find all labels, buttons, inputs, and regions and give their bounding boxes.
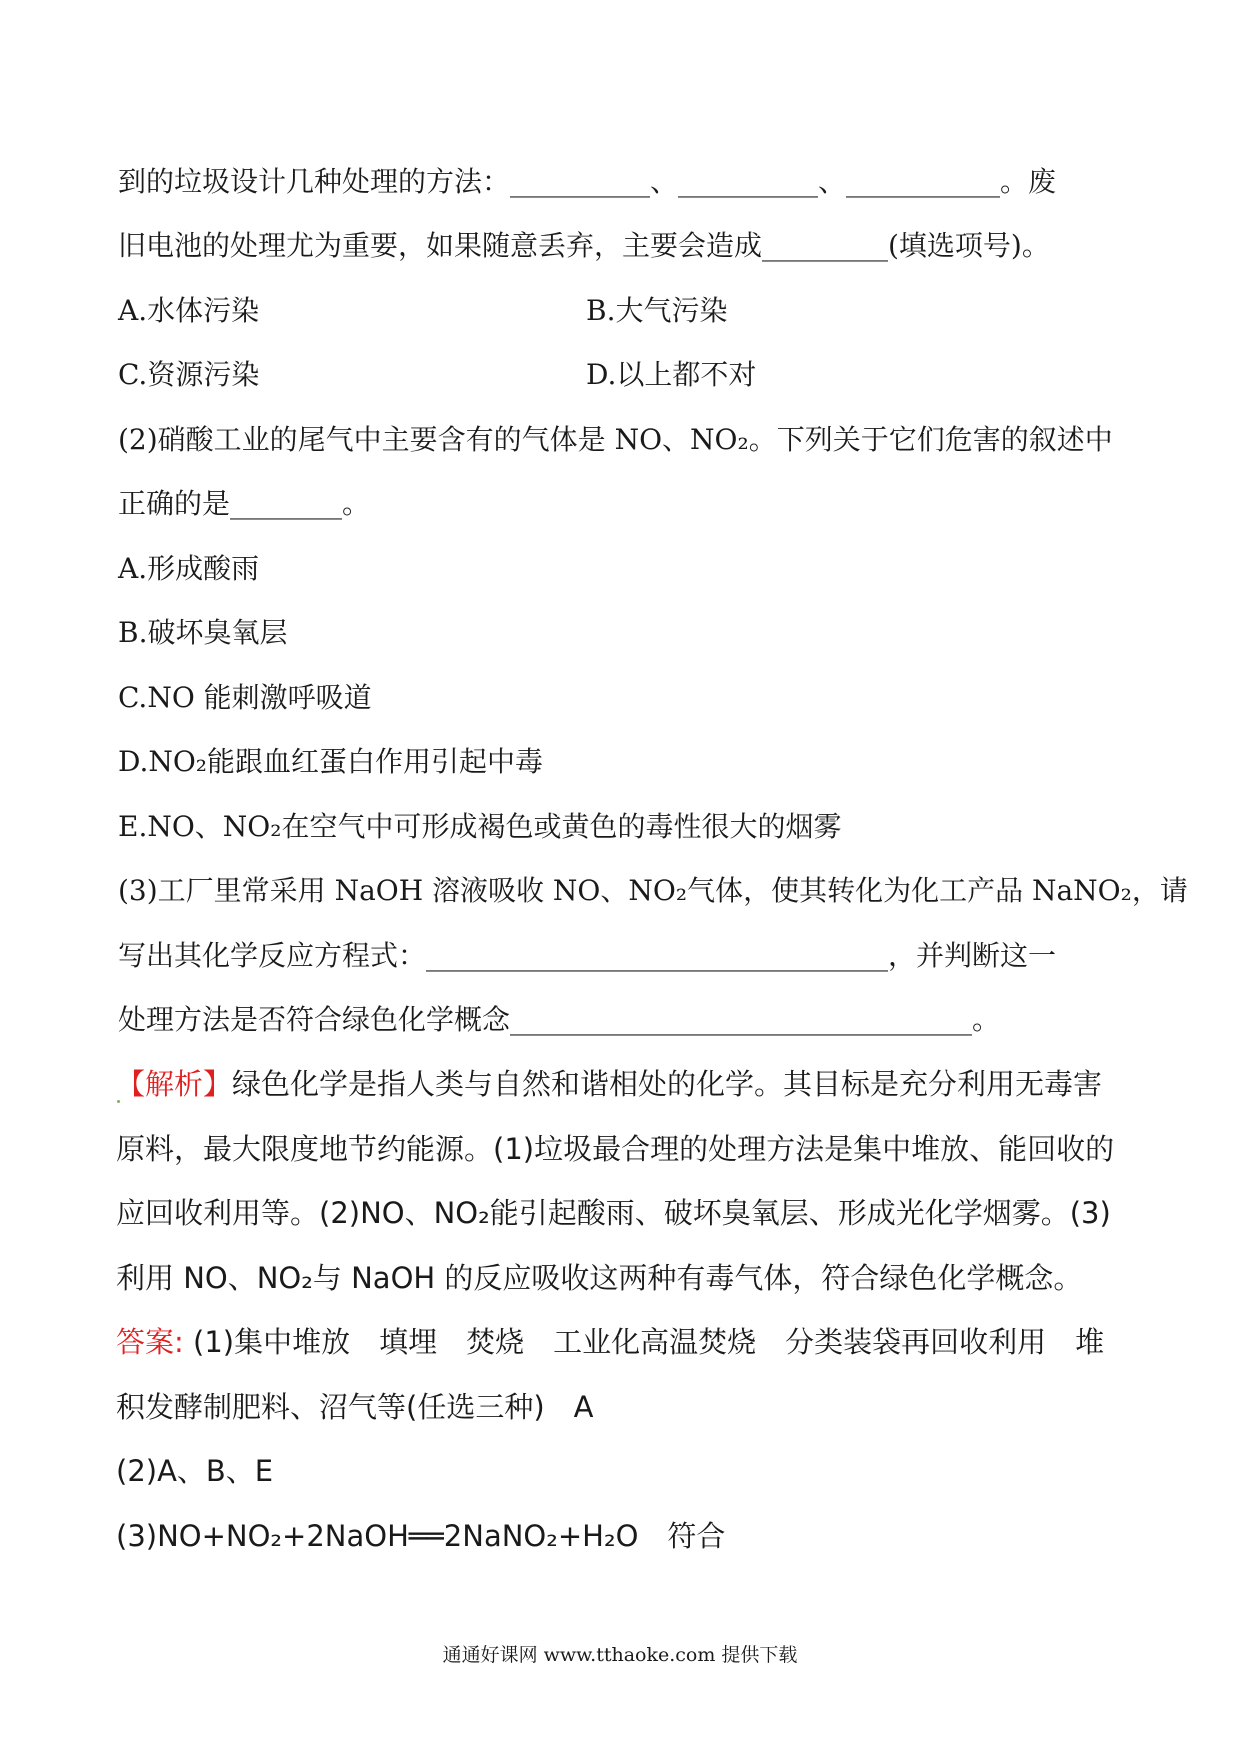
question-line: 写出其化学反应方程式：_________________________________，并判断这一 — [118, 939, 1057, 972]
analysis-line: 原料，最大限度地节约能源。(1)垃圾最合理的处理方法是集中堆放、能回收的 — [116, 1132, 1115, 1166]
option-d: D.NO₂能跟血红蛋白作用引起中毒 — [118, 745, 544, 778]
option-b: B.破坏臭氧层 — [118, 616, 288, 649]
question-line: (3)工厂里常采用 NaOH 溶液吸收 NO、NO₂气体，使其转化为化工产品 NaNO₂，请 — [118, 874, 1188, 907]
option-a: A.形成酸雨 — [118, 552, 260, 585]
analysis-line: 应回收利用等。(2)NO、NO₂能引起酸雨、破坏臭氧层、形成光化学烟雾。(3) — [116, 1196, 1111, 1230]
option-row — [118, 358, 757, 391]
analysis-line: 利用 NO、NO₂与 NaOH 的反应吸收这两种有毒气体，符合绿色化学概念。 — [116, 1261, 1083, 1295]
option-d: D.以上都不对 — [586, 358, 757, 391]
question-line: (2)硝酸工业的尾气中主要含有的气体是 NO、NO₂。下列关于它们危害的叙述中 — [118, 423, 1113, 456]
option-a: A.水体污染 — [118, 294, 260, 327]
analysis-label: 【解析】 — [116, 1067, 233, 1101]
answer-line — [116, 1325, 1105, 1359]
question-line: 旧电池的处理尤为重要，如果随意丢弃，主要会造成_________(填选项号)。 — [118, 229, 1050, 262]
analysis-text: 绿色化学是指人类与自然和谐相处的化学。其目标是充分利用无毒害 — [232, 1067, 1103, 1101]
question-line: 正确的是________。 — [118, 487, 371, 520]
question-line: 到的垃圾设计几种处理的方法：__________、__________、___________。废 — [118, 165, 1057, 198]
answer-line: 积发酵制肥料、沼气等(任选三种) A — [116, 1390, 594, 1424]
option-e: E.NO、NO₂在空气中可形成褐色或黄色的毒性很大的烟雾 — [118, 810, 842, 843]
option-b: B.大气污染 — [586, 294, 728, 327]
answer-line: (2)A、B、E — [116, 1454, 274, 1488]
analysis-line — [116, 1067, 1103, 1101]
answer-line: (3)NO+NO₂+2NaOH══2NaNO₂+H₂O 符合 — [116, 1519, 726, 1553]
option-c: C.NO 能刺激呼吸道 — [118, 681, 372, 714]
answer-text: (1)集中堆放 填埋 焚烧 工业化高温焚烧 分类装袋再回收利用 堆 — [183, 1325, 1105, 1359]
option-c: C.资源污染 — [118, 358, 260, 391]
option-row — [118, 294, 728, 327]
answer-label: 答案: — [116, 1325, 184, 1359]
page-footer: 通通好课网 www.tthaoke.com 提供下载 — [442, 1644, 798, 1666]
question-line: 处理方法是否符合绿色化学概念_________________________________。 — [118, 1003, 1001, 1036]
